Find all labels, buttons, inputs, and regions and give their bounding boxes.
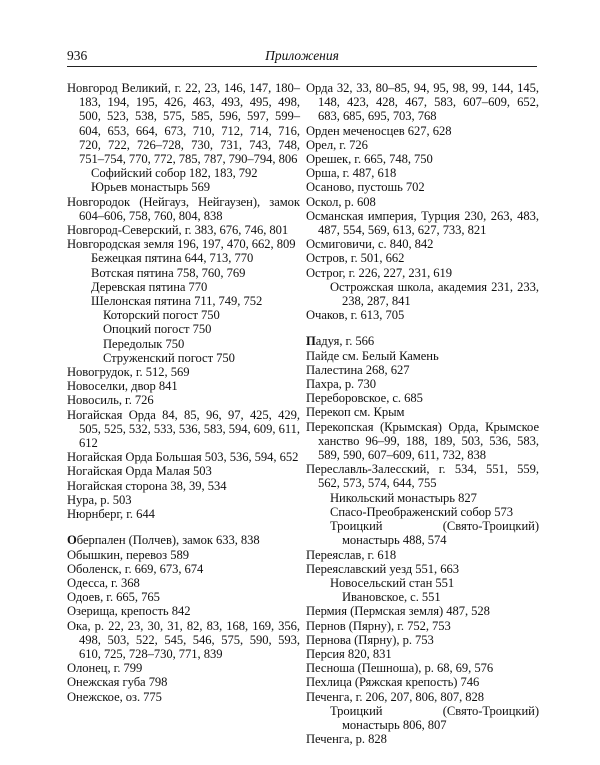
index-entry [67, 408, 300, 451]
index-entry [67, 450, 300, 464]
entry-text: Деревская пятина 770 [91, 279, 208, 294]
index-entry [306, 81, 539, 124]
index-entry [306, 675, 539, 689]
index-entry [67, 548, 300, 562]
index-entry [306, 308, 539, 322]
entry-text: Орешек, г. 665, 748, 750 [306, 152, 433, 167]
index-entry [306, 266, 539, 280]
entry-text: Пернова (Пярну), р. 753 [306, 632, 434, 647]
entry-text: Бежецкая пятина 644, 713, 770 [91, 251, 254, 266]
entry-text: Орда 32, 33, 80–85, 94, 95, 98, 99, 144, 145, 148, 423, 428, 467, 583, 607–609, 652, 683, 685, 695, 703, 768 [306, 81, 539, 124]
entry-text: Новгород Великий, г. 22, 23, 146, 147, 180–183, 194, 195, 426, 463, 493, 495, 498, 500, 523, 538, 575, 585, 596, 597, 599–604, 653, 664, 673, 710, 712, 714, 716, 720, 722, 726–728, 730, 731, 743, 748, 751–754, 770, 772, 785, 787, 790–794, 806 [67, 81, 300, 167]
index-entry [67, 237, 300, 251]
index-subentry [67, 251, 300, 265]
entry-text: Обышкин, перевоз 589 [67, 547, 189, 562]
index-subentry [67, 322, 300, 336]
entry-text: Которский погост 750 [103, 308, 220, 323]
entry-text: Орша, г. 487, 618 [306, 166, 397, 181]
entry-text: Новогрудок, г. 512, 569 [67, 365, 190, 380]
index-entry [67, 479, 300, 493]
entry-text: Пернов (Пярну), г. 752, 753 [306, 618, 451, 633]
index-subentry [306, 590, 539, 604]
entry-text: Персия 820, 831 [306, 646, 392, 661]
entry-text: Орел, г. 726 [306, 137, 368, 152]
index-entry [306, 619, 539, 633]
entry-text: Оболенск, г. 669, 673, 674 [67, 561, 204, 576]
entry-text: адуя, г. 566 [315, 334, 375, 349]
index-subentry [67, 180, 300, 194]
entry-text: Острог, г. 226, 227, 231, 619 [306, 265, 453, 280]
entry-text: Нюрнберг, г. 644 [67, 507, 155, 522]
index-entry [67, 81, 300, 166]
index-entry [306, 152, 539, 166]
index-entry [306, 334, 539, 348]
index-entry [306, 604, 539, 618]
entry-text: Ока, р. 22, 23, 30, 31, 82, 83, 168, 169, 356, 498, 503, 522, 545, 546, 575, 590, 593, 610, 725, 728–730, 771, 839 [67, 618, 300, 661]
index-entry [306, 690, 539, 704]
page-header [67, 44, 537, 66]
header-rule [67, 66, 537, 67]
index-subentry [306, 576, 539, 590]
index-entry [306, 405, 539, 419]
entry-text: Никольский монастырь 827 [330, 490, 477, 505]
index-entry [67, 223, 300, 237]
index-subentry [306, 491, 539, 505]
entry-text: Перекопская (Крымская) Орда, Крымское ханство 96–99, 188, 189, 503, 536, 583, 589, 590, 607–609, 611, 732, 838 [306, 419, 539, 463]
entry-text: Пермия (Пермская земля) 487, 528 [306, 604, 490, 619]
entry-text: Ногайская Орда Большая 503, 536, 594, 652 [67, 450, 299, 465]
entry-text: Шелонская пятина 711, 749, 752 [91, 294, 263, 309]
index-entry [306, 237, 539, 251]
index-entry [306, 124, 539, 138]
index-entry [67, 493, 300, 507]
index-entry [306, 377, 539, 391]
index-entry [67, 604, 300, 618]
entry-text: Острожская школа, академия 231, 233, 238, 287, 841 [330, 279, 539, 309]
index-entry [306, 251, 539, 265]
entry-text: Новгородок (Нейгауз, Нейгаузен), замок 604–606, 758, 760, 804, 838 [67, 194, 300, 223]
letter-section-gap [306, 322, 539, 334]
entry-text: Троицкий (Свято-Троицкий) монастырь 488, 574 [330, 519, 539, 548]
entry-text: Палестина 268, 627 [306, 362, 410, 377]
entry-text: Софийский собор 182, 183, 792 [91, 166, 258, 181]
index-entry [306, 209, 539, 237]
index-entry [67, 675, 300, 689]
index-entry [306, 138, 539, 152]
index-subentry [306, 704, 539, 732]
index-subentry [67, 337, 300, 351]
entry-text: Передолык 750 [103, 336, 185, 351]
index-subentry [67, 266, 300, 280]
entry-text: Одоев, г. 665, 765 [67, 590, 160, 605]
index-entry [67, 590, 300, 604]
entry-text: Новоселки, двор 841 [67, 379, 178, 394]
entry-text: Осмиговичи, с. 840, 842 [306, 237, 434, 252]
running-title: Приложения [265, 48, 339, 63]
entry-text: Онежское, оз. 775 [67, 689, 162, 704]
index-entry [67, 393, 300, 407]
index-entry [67, 690, 300, 704]
entry-text: Печенга, г. 206, 207, 806, 807, 828 [306, 689, 485, 704]
entry-text: Ногайская Орда 84, 85, 96, 97, 425, 429, 505, 525, 532, 533, 536, 583, 594, 609, 611, 612 [67, 407, 300, 451]
index-entry [306, 349, 539, 363]
section-initial-letter: П [306, 334, 316, 349]
index-entry [67, 533, 300, 547]
page-number: 936 [67, 48, 88, 63]
entry-text: Новгород-Северский, г. 383, 676, 746, 801 [67, 223, 289, 238]
entry-text: Песноша (Пешноша), р. 68, 69, 576 [306, 661, 494, 676]
index-entry [306, 633, 539, 647]
entry-text: Спасо-Преображенский собор 573 [330, 504, 514, 519]
entry-text: Юрьев монастырь 569 [91, 180, 210, 195]
index-entry [306, 661, 539, 675]
entry-text: Осаново, пустошь 702 [306, 180, 425, 195]
index-entry [306, 391, 539, 405]
index-entry [67, 507, 300, 521]
index-entry [306, 180, 539, 194]
entry-text: Остров, г. 501, 662 [306, 251, 405, 266]
entry-text: берпален (Полчев), замок 633, 838 [76, 533, 260, 548]
entry-text: Вотская пятина 758, 760, 769 [91, 265, 246, 280]
index-entry [306, 363, 539, 377]
index-entry [306, 562, 539, 576]
index-entry [67, 379, 300, 393]
entry-text: Новосиль, г. 726 [67, 393, 154, 408]
index-entry [67, 562, 300, 576]
entry-text: Нура, р. 503 [67, 492, 132, 507]
index-entry [67, 464, 300, 478]
entry-text: Опоцкий погост 750 [103, 322, 212, 337]
entry-text: Озерища, крепость 842 [67, 604, 191, 619]
entry-text: Османская империя, Турция 230, 263, 483, 487, 554, 569, 613, 627, 733, 821 [306, 208, 539, 238]
letter-section-gap [67, 521, 300, 533]
index-entry [306, 420, 539, 463]
index-entry [306, 647, 539, 661]
index-entry [306, 732, 539, 746]
index-entry [306, 166, 539, 180]
index-entry [306, 462, 539, 490]
index-entry [67, 619, 300, 662]
section-initial-letter: О [67, 533, 77, 548]
entry-text: Ногайская Орда Малая 503 [67, 464, 212, 479]
entry-text: Онежская губа 798 [67, 675, 168, 690]
entry-text: Олонец, г. 799 [67, 661, 143, 676]
index-entry [67, 576, 300, 590]
entry-text: Орден меченосцев 627, 628 [306, 123, 452, 138]
index-subentry [67, 294, 300, 308]
index-subentry [67, 280, 300, 294]
entry-text: Струженский погост 750 [103, 350, 235, 365]
entry-text: Очаков, г. 613, 705 [306, 308, 405, 323]
index-column-right [306, 81, 539, 746]
index-subentry [306, 505, 539, 519]
index-entry [67, 365, 300, 379]
entry-text: Пахра, р. 730 [306, 377, 376, 392]
entry-text: Пехлица (Ряжская крепость) 746 [306, 675, 480, 690]
entry-text: Оскол, р. 608 [306, 194, 376, 209]
entry-text: Переяславский уезд 551, 663 [306, 561, 459, 576]
index-subentry [67, 351, 300, 365]
index-entry [67, 661, 300, 675]
entry-text: Новосельский стан 551 [330, 575, 455, 590]
entry-text: Ногайская сторона 38, 39, 534 [67, 478, 227, 493]
index-subentry [67, 308, 300, 322]
entry-text: Троицкий (Свято-Троицкий) монастырь 806, 807 [330, 703, 539, 732]
index-column-left [67, 81, 300, 704]
index-entry [306, 195, 539, 209]
entry-text: Перекоп см. Крым [306, 405, 405, 420]
index-entry [306, 548, 539, 562]
index-subentry [306, 519, 539, 547]
entry-text: Печенга, р. 828 [306, 732, 387, 747]
entry-text: Одесса, г. 368 [67, 575, 140, 590]
entry-text: Переяслав, г. 618 [306, 547, 397, 562]
entry-text: Переборовское, с. 685 [306, 391, 423, 406]
entry-text: Переславль-Залесский, г. 534, 551, 559, 562, 573, 574, 644, 755 [306, 462, 539, 491]
index-subentry [67, 166, 300, 180]
index-subentry [306, 280, 539, 308]
entry-text: Пайде см. Белый Камень [306, 348, 439, 363]
entry-text: Новгородская земля 196, 197, 470, 662, 809 [67, 237, 296, 252]
index-entry [67, 195, 300, 223]
entry-text: Ивановское, с. 551 [342, 590, 441, 605]
